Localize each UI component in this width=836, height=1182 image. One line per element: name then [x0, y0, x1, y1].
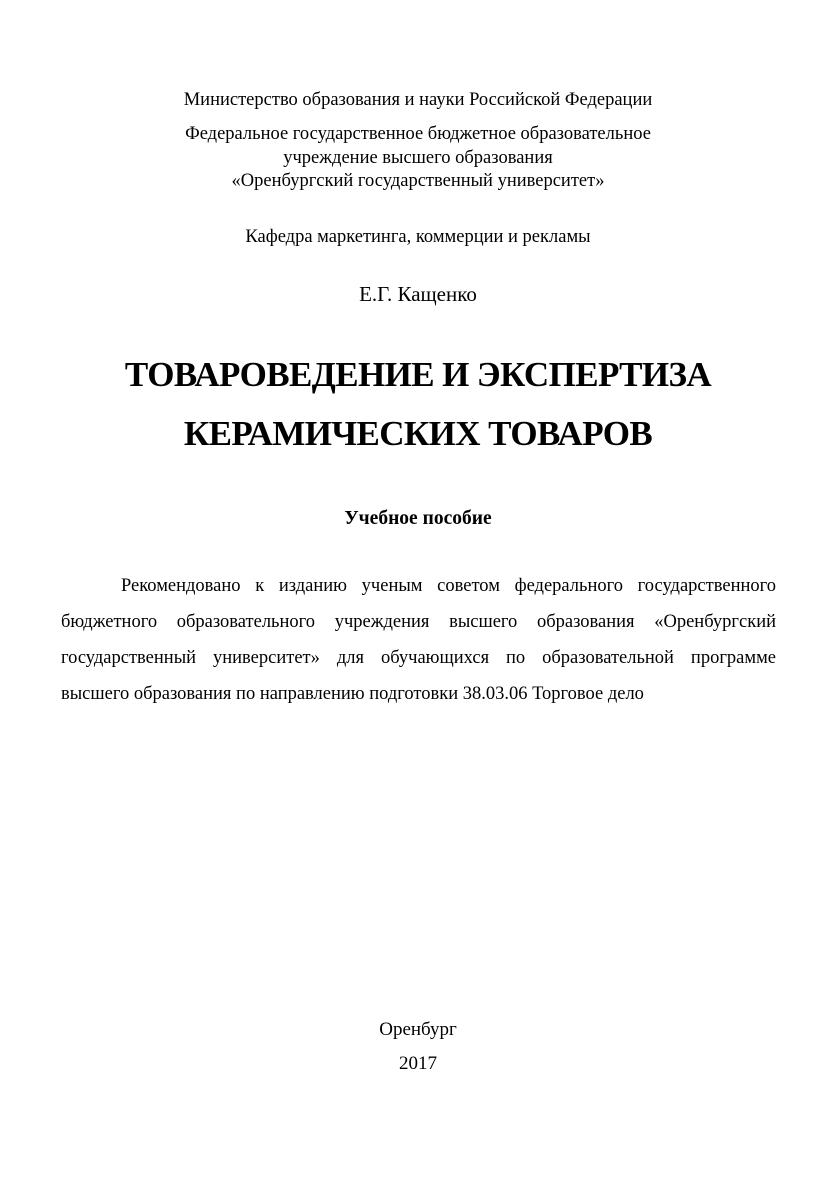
institution-line-2: учреждение высшего образования [283, 148, 553, 168]
publication-year: 2017 [399, 1053, 437, 1074]
book-title-line-2: КЕРАМИЧЕСКИХ ТОВАРОВ [183, 414, 653, 453]
recommendation-line-1: Рекомендовано к изданию ученым советом федерального государственного [121, 576, 776, 596]
author-name: Е.Г. Кащенко [359, 282, 477, 306]
book-subtitle: Учебное пособие [344, 508, 492, 529]
institution-line-1: Федеральное государственное бюджетное образовательное [185, 124, 651, 144]
ministry-name: Министерство образования и науки Российской Федерации [183, 90, 653, 110]
publication-city: Оренбург [379, 1019, 457, 1040]
book-title-line-1: ТОВАРОВЕДЕНИЕ И ЭКСПЕРТИЗА [124, 355, 712, 394]
recommendation-line-4: высшего образования по направлению подготовки 38.03.06 Торговое дело [61, 684, 644, 704]
recommendation-line-2: бюджетного образовательного учреждения высшего образования «Оренбургский [61, 612, 776, 632]
recommendation-line-3: государственный университет» для обучающихся по образовательной программе [61, 648, 776, 668]
institution-line-3: «Оренбургский государственный университет» [231, 171, 605, 191]
department-name: Кафедра маркетинга, коммерции и рекламы [245, 227, 591, 247]
